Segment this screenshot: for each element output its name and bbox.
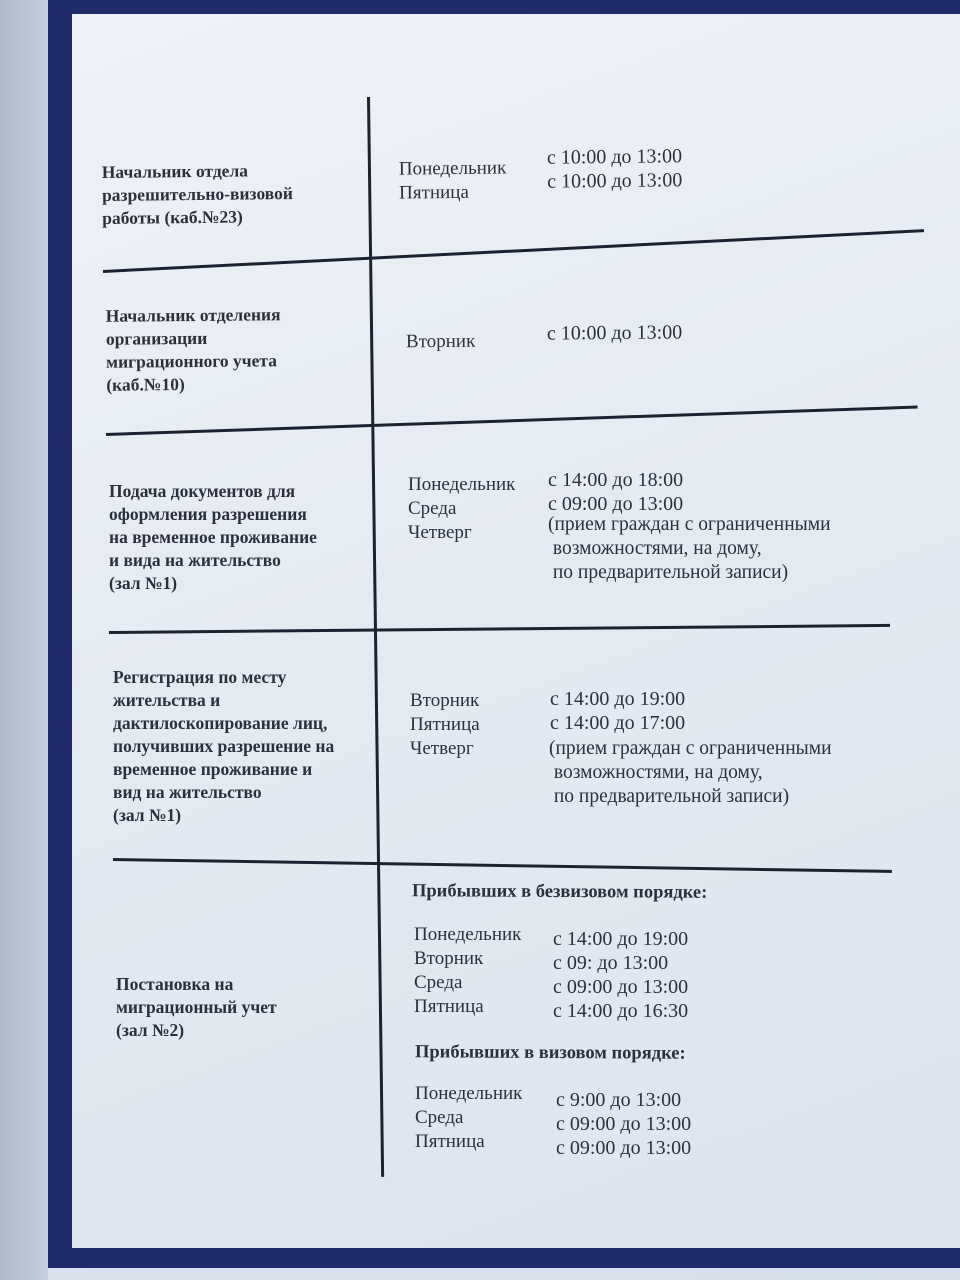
row-3-accessibility-note: (прием граждан с ограниченными возможностями, на дому, по предварительной записи) [548,514,831,583]
row-5-visa-free-hours: с 14:00 до 19:00 с 09: до 13:00 с 09:00 до 13:00 с 14:00 до 16:30 [553,928,689,1022]
row-2-days: Вторник [405,330,476,353]
row-3-hours: с 14:00 до 18:00 с 09:00 до 13:00 [548,469,684,515]
row-5-visa-hours: с 9:00 до 13:00 с 09:00 до 13:00 с 09:00 до 13:00 [556,1089,692,1159]
row-1-department-label: Начальник отдела разрешительно-визовой работы (каб.№23) [101,160,294,228]
row-5-visa-free-days: Понедельник Вторник Среда Пятница [414,924,522,1017]
row-4-hours: с 14:00 до 19:00 с 14:00 до 17:00 [550,688,686,734]
row-5-department-label: Постановка на миграционный учет (зал №2) [116,974,277,1040]
row-2-department-label: Начальник отделения организации миграционного учета (каб.№10) [105,304,281,395]
row-4-days: Вторник Пятница Четверг [410,690,480,759]
row-5-visa-free-heading: Прибывших в безвизовом порядке: [411,881,708,903]
row-4-accessibility-note: (прием граждан с ограниченными возможностями, на дому, по предварительной записи) [549,738,832,807]
row-1-days: Понедельник Пятница [398,157,507,204]
row-2-hours: с 10:00 до 13:00 [546,321,683,345]
row-3-department-label: Подача документов для оформления разрешения на временное проживание и вида на жительство (зал №1) [109,481,317,593]
row-4-department-label: Регистрация по месту жительства и дактилоскопирование лиц, получивших разрешение на временное проживание и вид на жительство (зал №1) [113,667,335,825]
row-5-visa-heading: Прибывших в визовом порядке: [414,1042,686,1064]
left-margin-strip [0,0,48,1280]
row-1-hours: с 10:00 до 13:00 с 10:00 до 13:00 [546,145,683,193]
row-3-days: Понедельник Среда Четверг [408,474,516,543]
row-5-visa-days: Понедельник Среда Пятница [415,1083,523,1152]
